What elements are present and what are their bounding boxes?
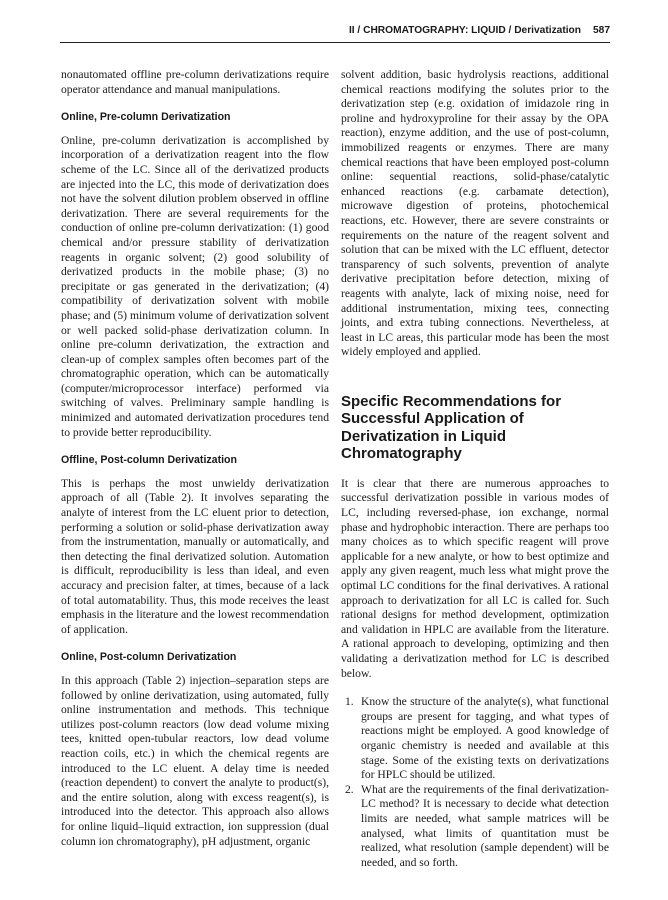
- section-body-offline-postcolumn: This is perhaps the most unwieldy derivatization approach of all (Table 2). It involves separating the analyte of interest from the LC eluent prior to detection, performing a solution or solid-phase derivatization away from the instrumentation, manually or automatically, and then detecting the final derivatized solution. Automation is difficult, reproducibility is less than ideal, and even accuracy and precision falter, at times, because of a lack of total automatability. Thus, this mode receives the least emphasis in the literature and the lowest recommendation of application.: [61, 476, 329, 636]
- intro-paragraph: nonautomated offline pre-column derivatizations require operator attendance and manual manipulations.: [61, 68, 329, 96]
- list-item-text: What are the requirements of the final derivatization-LC method? It is necessary to decide what detection limits are needed, what sample matrices will be analysed, what limits of quantitation must be realized, what resolution (sample dependent) will be needed, and so forth.: [361, 782, 609, 869]
- section-heading-offline-postcolumn: Offline, Post-column Derivatization: [61, 454, 237, 467]
- list-item: [341, 783, 609, 871]
- list-item-text: Know the structure of the analyte(s), what functional groups are present for tagging, and what types of reactions might be employed. A good knowledge of organic chemistry is needed and available at this stage. Some of the existing texts on derivatizations for HPLC should be utilized.: [361, 695, 609, 782]
- running-title: II / CHROMATOGRAPHY: LIQUID / Derivatization: [348, 25, 581, 36]
- section-body-online-postcolumn: In this approach (Table 2) injection–separation steps are followed by online derivatization, using automated, fully online instrumentation and methods. This technique utilizes post-column reactors (low dead volume mixing tees, knitted open-tubular reactors, low dead volume reaction coils, etc.) in which the chemical regents are introduced to the LC eluent. A delay time is needed (reaction dependent) to convert the analyte to product(s), and the entire solution, along with excess reagent(s), is introduced into the detector. This approach also allows for online liquid–liquid extraction, ion suppression (dual column ion chromatography), pH adjustment, organic: [61, 673, 329, 848]
- recommendation-list: [341, 695, 609, 870]
- section-heading-online-postcolumn: Online, Post-column Derivatization: [61, 651, 237, 664]
- running-head: [60, 20, 610, 43]
- main-section-heading: Specific Recommendations for Successful Application of Derivatization in Liquid Chromatography: [341, 392, 562, 463]
- list-item-number: 2.: [345, 782, 354, 796]
- continuation-paragraph: solvent addition, basic hydrolysis reactions, additional chemical reactions modifying the solutes prior to the derivatization step (e.g. oxidation of imidazole ring in proline and hydroxyproline for their assay by the OPA reaction), enzyme addition, and the use of post-column, immobilized reagents or enzymes. There are many chemical reactions that have been employed post-column online: sequential reactions, solid-phase/catalytic enhanced reactions (e.g. carbamate detection), microwave digestion of proteins, photochemical reactions, etc. However, there are severe constraints or requirements on the nature of the reagent solvent and solution that can be mixed with the LC effluent, detector transparency of such solvents, prevention of analyte derivative precipitation before detection, mixing of reagents with analyte, lack of mixing noise, need for additional instrumentation, mixing tees, connecting joints, and extra tubing connections. Nevertheless, at least in LC areas, this particular mode has been the most widely employed and applied.: [341, 68, 609, 359]
- list-item-number: 1.: [345, 695, 354, 709]
- left-column: [61, 68, 329, 849]
- list-item: [341, 695, 609, 783]
- section-heading-online-precolumn: Online, Pre-column Derivatization: [61, 111, 231, 124]
- section-body-online-precolumn: Online, pre-column derivatization is accomplished by incorporation of a derivatization reagent into the flow scheme of the LC. Since all of the derivatized products are injected into the LC, this mode of derivatization does not have the solvent dilution problem observed in offline derivatization. There are several requirements for the conduction of online pre-column derivatization: (1) good chemical and/or pressure stability of derivatization reagents in organic solvent; (2) good solubility of derivatized products in the mobile phase; (3) no precipitate or gas generated in the derivatization; (4) compatibility of derivatization solvent with mobile phase; and (5) minimum volume of derivatization solvent or well packed solid-phase derivatization column. In online pre-column derivatization, the extraction and clean-up of complex samples often becomes part of the chromatographic operation, which can be automatically (computer/microprocessor interface) performed via switching of valves. Preliminary sample handling is minimized and automated derivatization procedures tend to provide better reproducibility.: [61, 133, 329, 439]
- right-column: [341, 68, 609, 870]
- main-section-paragraph: It is clear that there are numerous approaches to successful derivatization possible in various modes of LC, including reversed-phase, ion exchange, normal phase and hydrophobic interaction. There are perhaps too many choices as to which specific reagent will prove applicable for a new analyte, or how to best optimize and apply any given reagent, much less what might prove the optimal LC conditions for the final derivatives. A rational approach to derivatization for all LC is called for. Such rational designs for method development, optimization and validation in HPLC are available from the literature. A rational approach to developing, optimizing and then validating a derivatization method for LC is described below.: [341, 476, 609, 680]
- page-number: 587: [593, 25, 610, 36]
